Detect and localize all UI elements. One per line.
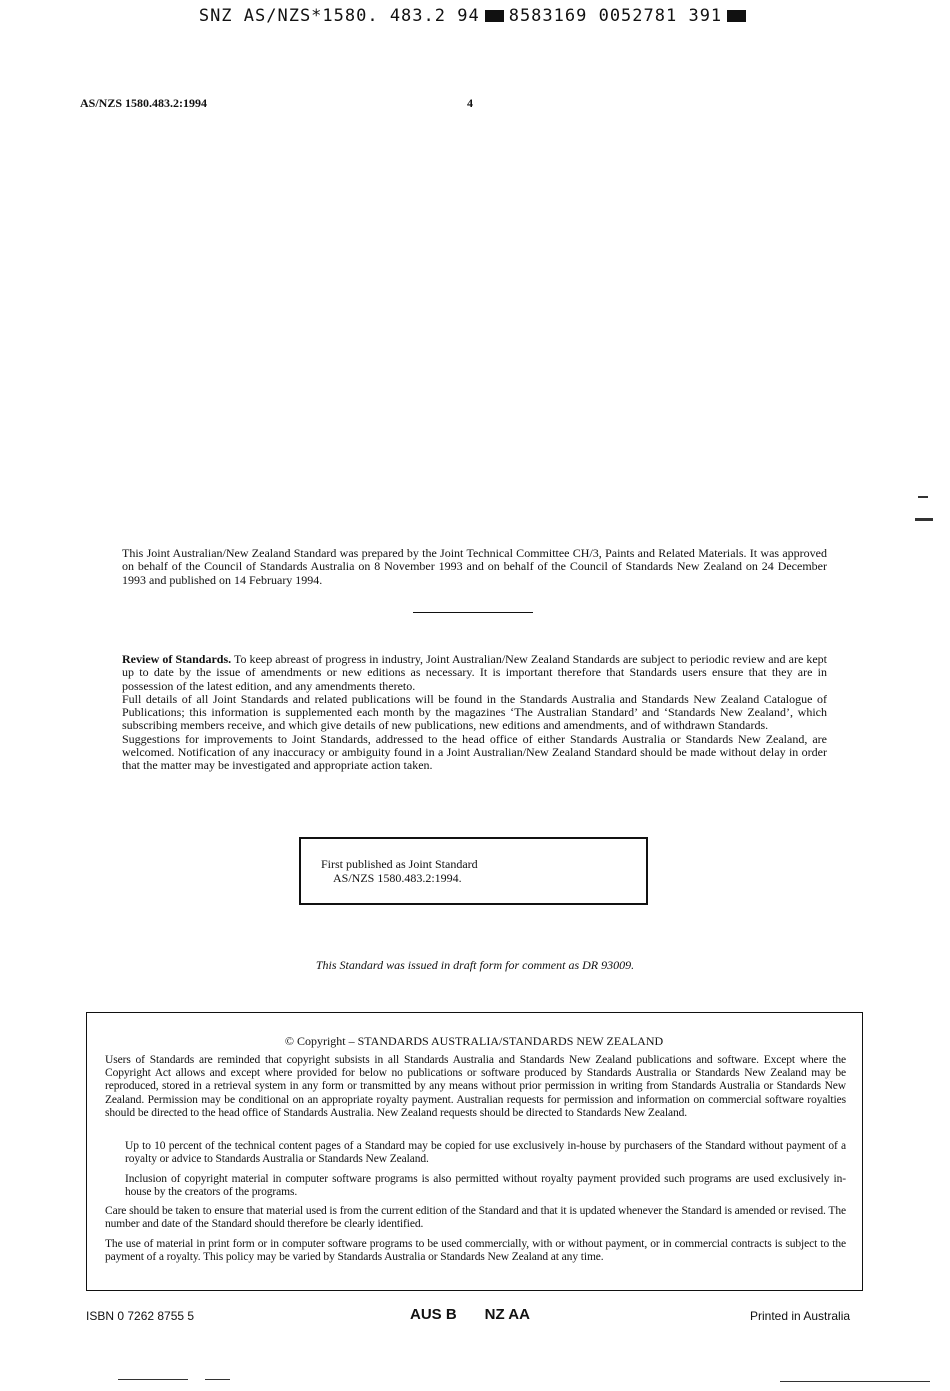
document-code: AS/NZS 1580.483.2:1994 [80,96,208,110]
preparation-text: This Joint Australian/New Zealand Standard was prepared by the Joint Technical Committee CH/3, Paints and Related Materials. It was approved on behalf of the Council of Standards Australia on 8 November 1993 and on behalf of the Council of Standards New Zealand on 24 December 1993 and published on 14 February 1994. [122,546,827,587]
first-published-line-2: AS/NZS 1580.483.2:1994. [333,870,462,885]
copyright-paragraph-2: Up to 10 percent of the technical content pages of a Standard may be copied for use exclusively in-house by purchasers of the Standard without payment of a royalty or advice to Standards Australia or Standards New Zealand. [125,1140,846,1166]
microfilm-banner [0,6,950,26]
copyright-paragraph-3: Inclusion of copyright material in computer software programs is also permitted without royalty payment provided such programs are used exclusively in-house by the creators of the programs. [125,1173,846,1199]
copyright-paragraph-1: Users of Standards are reminded that copyright subsists in all Standards Australia and Standards New Zealand publications and software. Except where the Copyright Act allows and except where provided for below no publications or software produced by Standards Australia or Standards New Zealand may be reproduced, stored in a retrieval system in any form or transmitted by any means without prior permission in writing from Standards Australia or Standards New Zealand. Permission may be conditional on an appropriate royalty payment. Australian requests for permission and information on commercial software royalties should be directed to the head office of Standards Australia. New Zealand requests should be directed to Standards New Zealand. [105,1054,846,1119]
separator-rule [413,612,533,613]
banner-code-1: SNZ AS/NZS*1580. 483.2 94 [198,6,480,26]
scan-mark [118,1379,188,1380]
first-published-line-1: First published as Joint Standard [321,857,478,871]
price-code-nz: NZ AA [484,1306,530,1323]
copyright-paragraph-4: Care should be taken to ensure that material used is from the current edition of the Standard and that it is updated whenever the Standard is amended or revised. The number and date of the Standard should therefore be clearly identified. [105,1205,846,1231]
review-heading: Review of Standards. [122,652,232,666]
scan-mark [205,1379,230,1380]
review-text-1: To keep abreast of progress in industry, Joint Australian/New Zealand Standards are subject to periodic review and are kept up to date by the issue of amendments or new editions as necessary. It is important therefore that Standards users ensure that they are in possession of the latest edition, and any amendments thereto. [122,652,827,693]
block-mark-icon [727,10,746,22]
draft-note: This Standard was issued in draft form for comment as DR 93009. [315,958,635,972]
block-mark-icon [485,10,504,22]
review-paragraph-2: Full details of all Joint Standards and related publications will be found in the Standards Australia and Standards New Zealand Catalogue of Publications; this information is supplemented each month by the magazines ‘The Australian Standard’ and ‘Standards New Zealand’, which subscribing members receive, and which give details of new publications, new editions and amendments, and of withdrawn Standards. [122,691,827,733]
page-number: 4 [467,96,473,110]
isbn: ISBN 0 7262 8755 5 [86,1309,195,1323]
banner-code-2: 8583169 0052781 391 [508,6,723,26]
scan-mark [915,518,933,521]
copyright-heading: © Copyright – STANDARDS AUSTRALIA/STANDARDS NEW ZEALAND [284,1034,664,1048]
scan-mark [780,1381,930,1382]
review-paragraph-1 [122,653,827,693]
preparation-statement [122,547,827,587]
price-codes [410,1306,530,1323]
price-code-aus: AUS B [410,1306,457,1323]
review-paragraph-3: Suggestions for improvements to Joint Standards, addressed to the head office of either Standards Australia or Standards New Zealand, are welcomed. Notification of any inaccuracy or ambiguity found in a Joint Australian/New Zealand Standard should be made without delay in order that the matter may be investigated and appropriate action taken. [122,731,827,773]
review-of-standards [122,653,827,773]
copyright-box [86,1012,863,1291]
scan-mark [918,496,928,498]
printed-in: Printed in Australia [750,1309,851,1323]
first-published-box [299,837,648,905]
copyright-paragraph-5: The use of material in print form or in computer software programs to be used commercially, with or without payment, or in commercial contracts is subject to the payment of a royalty. This policy may be varied by Standards Australia or Standards New Zealand at any time. [105,1238,846,1264]
